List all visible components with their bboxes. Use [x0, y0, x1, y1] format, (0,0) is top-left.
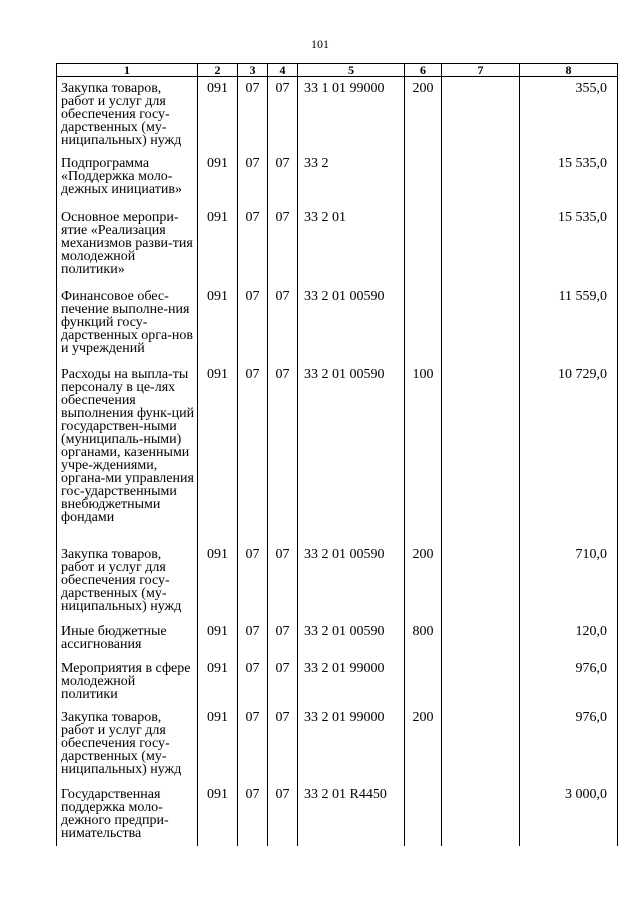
row-col4-cell: 07	[268, 152, 298, 206]
row-col6-cell	[405, 152, 442, 206]
row-name-cell: Мероприятия в сфере молодежной политики	[57, 657, 198, 706]
row-col6-cell: 200	[405, 77, 442, 152]
row-col5-cell: 33 2 01 99000	[298, 706, 405, 783]
row-col5-cell: 33 2 01 R4450	[298, 783, 405, 846]
row-col7-cell	[442, 206, 520, 285]
row-col2-cell: 091	[198, 206, 238, 285]
header-col-5: 5	[298, 64, 405, 77]
row-name-cell: Закупка товаров, работ и услуг для обеспечения госу-дарственных (му-ниципальных) нужд	[57, 77, 198, 152]
row-col5-cell: 33 2 01	[298, 206, 405, 285]
row-col6-cell	[405, 206, 442, 285]
table-row	[57, 706, 618, 783]
table-row	[57, 783, 618, 846]
row-name-cell: Закупка товаров, работ и услуг для обеспечения госу-дарственных (му-ниципальных) нужд	[57, 706, 198, 783]
row-col2-cell: 091	[198, 657, 238, 706]
row-col3-cell: 07	[238, 657, 268, 706]
row-col4-cell: 07	[268, 285, 298, 363]
row-col2-cell: 091	[198, 152, 238, 206]
table-row	[57, 152, 618, 206]
row-col4-cell: 07	[268, 620, 298, 657]
row-col3-cell: 07	[238, 363, 268, 543]
row-col3-cell: 07	[238, 620, 268, 657]
row-amount-cell: 10 729,0	[520, 363, 618, 543]
row-col2-cell: 091	[198, 77, 238, 152]
header-col-3: 3	[238, 64, 268, 77]
row-amount-cell: 15 535,0	[520, 152, 618, 206]
table-header-row	[57, 64, 618, 77]
row-col6-cell: 200	[405, 706, 442, 783]
row-amount-cell: 710,0	[520, 543, 618, 620]
row-col4-cell: 07	[268, 363, 298, 543]
row-name-cell: Финансовое обес-печение выполне-ния функций госу-дарственных орга-нов и учреждений	[57, 285, 198, 363]
row-col4-cell: 07	[268, 706, 298, 783]
row-col6-cell: 100	[405, 363, 442, 543]
header-col-4: 4	[268, 64, 298, 77]
row-col2-cell: 091	[198, 543, 238, 620]
row-col5-cell: 33 2 01 00590	[298, 363, 405, 543]
header-col-1: 1	[57, 64, 198, 77]
row-col7-cell	[442, 543, 520, 620]
row-col6-cell: 800	[405, 620, 442, 657]
row-col4-cell: 07	[268, 543, 298, 620]
row-amount-cell: 11 559,0	[520, 285, 618, 363]
row-name-cell: Государственная поддержка моло-дежного предпри-нимательства	[57, 783, 198, 846]
row-col5-cell: 33 2 01 00590	[298, 620, 405, 657]
row-col5-cell: 33 2 01 99000	[298, 657, 405, 706]
header-col-6: 6	[405, 64, 442, 77]
row-col5-cell: 33 2 01 00590	[298, 285, 405, 363]
row-col7-cell	[442, 152, 520, 206]
row-col7-cell	[442, 783, 520, 846]
row-col5-cell: 33 2 01 00590	[298, 543, 405, 620]
row-col3-cell: 07	[238, 152, 268, 206]
table-body	[57, 77, 618, 846]
row-col2-cell: 091	[198, 706, 238, 783]
page-number: 101	[311, 37, 329, 51]
row-col4-cell: 07	[268, 206, 298, 285]
row-col3-cell: 07	[238, 285, 268, 363]
row-col7-cell	[442, 363, 520, 543]
header-col-7: 7	[442, 64, 520, 77]
row-amount-cell: 976,0	[520, 657, 618, 706]
row-col3-cell: 07	[238, 543, 268, 620]
row-name-cell: Закупка товаров, работ и услуг для обеспечения госу-дарственных (му-ниципальных) нужд	[57, 543, 198, 620]
row-col5-cell: 33 1 01 99000	[298, 77, 405, 152]
row-col7-cell	[442, 657, 520, 706]
row-col6-cell	[405, 657, 442, 706]
table-row	[57, 620, 618, 657]
row-amount-cell: 3 000,0	[520, 783, 618, 846]
row-col3-cell: 07	[238, 206, 268, 285]
row-col7-cell	[442, 285, 520, 363]
row-amount-cell: 355,0	[520, 77, 618, 152]
row-col6-cell: 200	[405, 543, 442, 620]
table-row	[57, 657, 618, 706]
row-col5-cell: 33 2	[298, 152, 405, 206]
table-row	[57, 543, 618, 620]
row-col7-cell	[442, 77, 520, 152]
row-col4-cell: 07	[268, 657, 298, 706]
row-name-cell: Подпрограмма «Поддержка моло-дежных инициатив»	[57, 152, 198, 206]
row-col2-cell: 091	[198, 363, 238, 543]
row-col7-cell	[442, 620, 520, 657]
row-col6-cell	[405, 285, 442, 363]
row-col3-cell: 07	[238, 706, 268, 783]
row-amount-cell: 15 535,0	[520, 206, 618, 285]
row-col6-cell	[405, 783, 442, 846]
row-col4-cell: 07	[268, 783, 298, 846]
header-col-8: 8	[520, 64, 618, 77]
row-col2-cell: 091	[198, 783, 238, 846]
row-amount-cell: 976,0	[520, 706, 618, 783]
row-col3-cell: 07	[238, 783, 268, 846]
row-col2-cell: 091	[198, 620, 238, 657]
row-col2-cell: 091	[198, 285, 238, 363]
table-row	[57, 285, 618, 363]
row-col4-cell: 07	[268, 77, 298, 152]
table-row	[57, 77, 618, 152]
row-col3-cell: 07	[238, 77, 268, 152]
row-col7-cell	[442, 706, 520, 783]
header-col-2: 2	[198, 64, 238, 77]
row-name-cell: Расходы на выпла-ты персоналу в це-лях обеспечения выполнения функ-ций государствен-ными (муниципаль-ными) органами, казенными учре-ждениями, органа-ми управления гос-ударственными внебюджетными фондами	[57, 363, 198, 543]
row-amount-cell: 120,0	[520, 620, 618, 657]
table-row	[57, 206, 618, 285]
row-name-cell: Иные бюджетные ассигнования	[57, 620, 198, 657]
table-row	[57, 363, 618, 543]
row-name-cell: Основное меропри-ятие «Реализация механизмов разви-тия молодежной политики»	[57, 206, 198, 285]
budget-table	[56, 63, 618, 846]
